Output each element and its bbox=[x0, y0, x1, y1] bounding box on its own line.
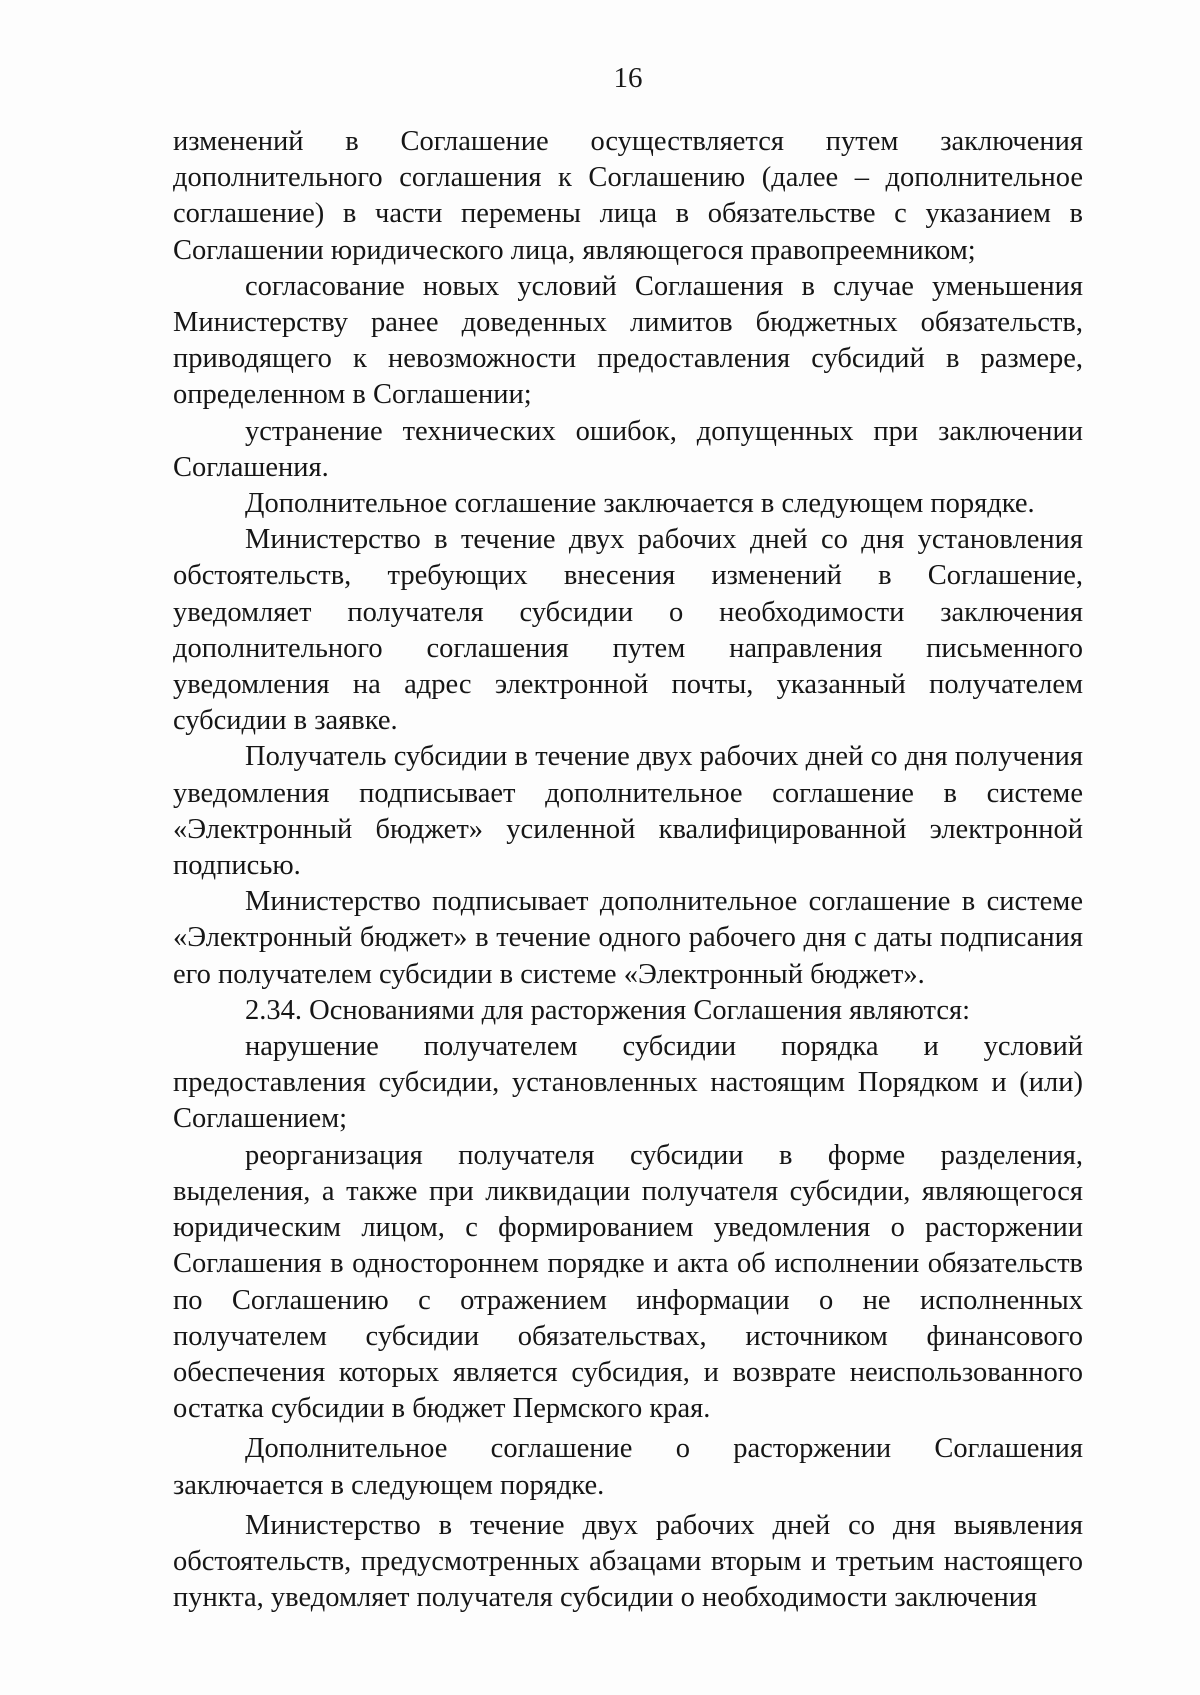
document-body bbox=[173, 124, 1083, 1616]
paragraph-violation: нарушение получателем субсидии порядка и условий предоставления субсидии, установленных настоящим Порядком и (или) Соглашением; bbox=[173, 1031, 1083, 1135]
paragraph-continuation: изменений в Соглашение осуществляется путем заключения дополнительного соглашения к Соглашению (далее – дополнительное соглашение) в части перемены лица в обязательстве с указанием в Соглашении юридического лица, являющегося правопреемником; bbox=[173, 126, 1083, 266]
paragraph-supplementary-order: Дополнительное соглашение заключается в следующем порядке. bbox=[245, 488, 1035, 520]
paragraph-reorganization: реорганизация получателя субсидии в форме разделения, выделения, а также при ликвидации получателя субсидии, являющегося юридическим лицом, с формированием уведомления о расторжении Соглашения в одностороннем порядке и акта об исполнении обязательств по Соглашению с отражением информации о не исполненных получателем субсидии обязательствах, источником финансового обеспечения которых является субсидия, и возврате неиспользованного остатка субсидии в бюджет Пермского края. bbox=[173, 1139, 1083, 1425]
paragraph-recipient-signs: Получатель субсидии в течение двух рабочих дней со дня получения уведомления подписывает дополнительное соглашение в системе «Электронный бюджет» усиленной квалифицированной электронной подписью. bbox=[173, 741, 1083, 882]
paragraph-termination-notice: Министерство в течение двух рабочих дней со дня выявления обстоятельств, предусмотренных абзацами вторым и третьим настоящего пункта, уведомляет получателя субсидии о необходимости заключения bbox=[173, 1509, 1083, 1614]
paragraph-agreement-terms: согласование новых условий Соглашения в случае уменьшения Министерству ранее доведенных лимитов бюджетных обязательств, приводящего к невозможности предоставления субсидий в размере, определенном в Соглашении; bbox=[173, 270, 1083, 411]
paragraph-clause-2-34: 2.34. Основаниями для расторжения Соглашения являются: bbox=[245, 994, 971, 1026]
paragraph-technical-errors: устранение технических ошибок, допущенных при заключении Соглашения. bbox=[173, 415, 1083, 483]
page-number: 16 bbox=[613, 62, 643, 94]
paragraph-termination-order: Дополнительное соглашение о расторжении Соглашения заключается в следующем порядке. bbox=[173, 1433, 1083, 1501]
paragraph-ministry-notice: Министерство в течение двух рабочих дней со дня установления обстоятельств, требующих внесения изменений в Соглашение, уведомляет получателя субсидии о необходимости заключения дополнительного соглашения путем направления письменного уведомления на адрес электронной почты, указанный получателем субсидии в заявке. bbox=[173, 524, 1083, 737]
paragraph-ministry-signs: Министерство подписывает дополнительное соглашение в системе «Электронный бюджет» в течение одного рабочего дня с даты подписания его получателем субсидии в системе «Электронный бюджет». bbox=[173, 886, 1083, 990]
